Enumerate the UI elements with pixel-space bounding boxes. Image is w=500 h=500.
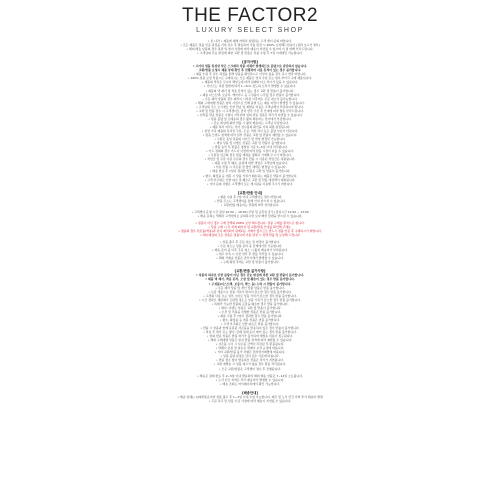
notice-line: • 배송 업체는 CJ대한통운이며 상품 출고 후 1~3일 이내 수령 가능합니다. 제주 및 도서 산간 지역 추가 배송비 발생 [177, 394, 323, 399]
notice-line: • 택배사 분실 및 파손은 택배사 보상 규정에 따릅니다. [215, 346, 285, 351]
notice-line: • 모든 제품은 정품 인증 과정을 거쳐 검수 후 발송되며 가품 판정 시 200% 보상해드립니다 (결과 보고서 첨부) [180, 43, 320, 48]
notice-line: • 교환은 동일 상품의 사이즈 및 색상 변경만 가능합니다. [214, 137, 286, 142]
notice-line: • 구매 확정 후에는 교환 및 반품이 불가합니다. [220, 260, 280, 265]
notice-line: • 제품의 색상은 모니터 해상도에 따라 실제와 다소 차이가 있을 수 있습니다. [201, 80, 299, 85]
notice-section [62, 269, 438, 370]
notice-line: • 주문 제작 상품 및 개인 맞춤 상품은 반품 불가합니다. [215, 285, 285, 290]
notice-line: • 정품이 아닌 경우 구매 금액의 200% 보상 해드립니다. 정품 구매를 원칙으로 합니다. [195, 220, 305, 225]
notice-line: • 고객센터 운영 시간 평일 10:00 ~ 18:00 (주말 및 공휴일 휴무) 점심시간 12:00 ~ 13:00 [191, 209, 309, 214]
notice-line: • 제품의 택 제거 및 착용 흔적이 있는 경우 교환 및 반품이 불가합니다. [205, 88, 295, 93]
notice-line: • 모든 교환/반품은 고객센터 접수 후 진행됩니다. [218, 366, 282, 371]
notice-line: • 수선 및 리폼을 진행한 상품은 반품 불가합니다. [218, 309, 282, 314]
notice-line: • 고가의 명품 특성상 작은 스크래치 상품 자체가 발생하므로 불량으로 판단하지 않습니다. [192, 64, 308, 69]
notice-line: • 재고 부족 시 사전 연락 후 환불 처리될 수 있습니다. [216, 252, 284, 257]
brand-logo [62, 6, 438, 35]
notice-line: • 100% 정품 보장 상품으로 구매하시는 모든 제품은 정식 수입 또는 현지 부티크 구매 제품입니다. [187, 76, 313, 81]
notice-line: • 상품 불량 판정은 당사 검수 기준에 따릅니다. [220, 354, 280, 359]
notice-line: • 해외 구매대행 상품은 현지 사정으로 인해 품절 또는 배송 지연이 발생할 수 있습니다. [195, 100, 305, 105]
notice-line: • 교환 및 반품 접수 시 고객센터로 먼저 연락 주신 후 안내에 따라 발송 부탁드립니다. [196, 108, 304, 113]
notice-line: • 제품 더스트백, 보증서, 케어카드 등 구성품이 누락될 경우 반품이 불가합니다. [199, 92, 301, 97]
notice-line: • 부분 반품 시 사은품 및 할인 혜택은 변경될 수 있습니다. [213, 165, 287, 170]
notice-line: • 기타 교환/반품 불가 사항은 전자상거래법에 따릅니다. [214, 350, 286, 355]
notice-line: • 배송 준비 중 이후 주문 취소 시 왕복 배송비가 부과됩니다. [211, 248, 289, 253]
notice-section [62, 374, 438, 386]
notice-line: • 선착불 반송 상품은 수령이 거부되며 임의 반송 상품은 처리가 지연될 수 있습니다. [197, 112, 303, 117]
notice-line: • 제품 수령 후 7일이 경과한 경우 반품 불가합니다. [217, 313, 283, 318]
notice-line: • 단순 변심에 의한 반품 시 왕복 배송비는 고객님 부담입니다. [211, 120, 289, 125]
notice-line: • 주문 폭주 및 상품 수급 사정에 따라 배송이 지연될 수 있습니다. [208, 398, 292, 403]
notice-section [62, 191, 438, 207]
notice-line: • 주문 취소는 상품 준비 중 단계에서만 가능합니다. [217, 244, 283, 249]
notice-section [62, 391, 438, 403]
notice-line: • 배송은 결제 완료 후 2~5일 이내 발송되며 해외 배송 상품은 7~14일 소요됩니다. [197, 373, 303, 378]
notice-line: • 카드 결제의 경우 카드사 사정에 따라 환불 시점이 다를 수 있습니다. [205, 149, 295, 154]
notice-line: • 제품 수령 후 검수 과정을 통해 상품을 확인하시고 이상이 있을 경우 즉시 연락 바랍니다. [193, 72, 307, 77]
notice-line: • 반품 접수 없이 발송하신 상품은 처리가 지연됩니다. [216, 358, 284, 363]
notice-line: • 포장 개봉으로 상품 가치가 현저히 감소한 경우 반품 불가합니다. [208, 289, 292, 294]
notice-line: • 상품 구매 시 꼭 상세 페이지 및 교환/반품 안내를 확인해 주세요. [208, 224, 292, 229]
notice-line: • 적립금 및 쿠폰 사용 주문의 경우 반품 시 사용된 적립금은 복원됩니다. [204, 157, 296, 162]
notice-line: • 제품 하자 여부는 당사 검수팀의 확인을 거쳐 최종 판정됩니다. [209, 124, 291, 129]
notice-line: • 고객님의 단순 변심에 의한 교환 및 반품은 상품 수령 후 7일 이내에만 가능합니다. [197, 51, 303, 56]
notice-line: • 기타 문의 사항은 고객센터 또는 게시판을 이용해 주시기 바랍니다. [206, 181, 294, 186]
notice-line: • 명품의 경우 위조품(짝퉁)과 같이 제작되어 판매되는 사례가 많으므로 반드시 정품 인증 후 구매하시기 바랍니다. [178, 229, 322, 234]
notice-line: • 제품 수령 후 훼손, 분실에 대한 책임은 고객님께 있습니다. [211, 161, 289, 166]
notice-line: • 해외 직배송 상품은 관부가세가 발생할 수 있습니다. [216, 256, 284, 261]
notice-line: • 반품 승인 후 환불은 영업일 기준 3~5일 이내 처리됩니다. [212, 145, 288, 150]
notice-section [62, 39, 438, 55]
notice-line: • 고객 부주의로 인한 파손은 반품 불가합니다. [220, 322, 280, 326]
notice-line: • 천연 가죽 제품의 특성상 주름, 모공, 색상 차이 등은 불량 사유가 아닙니다. [201, 128, 299, 133]
notice-line: • 복제가 가능한 상품의 포장을 훼손한 경우 반품 불가합니다. [211, 301, 289, 306]
notice-line: • 제품 수령 후 7일 이내 고객센터로 접수 바랍니다. [217, 194, 283, 199]
notice-line: • 상품 불량 및 오배송의 경우 왕복 배송비는 당사에서 부담합니다. [208, 116, 292, 121]
notice-line: • 향수, 화장품 등 개봉 시 상품 가치가 훼손되는 제품은 반품이 불가합니다. [202, 173, 298, 178]
notice-line: • 고객의 사용 또는 일부 소비로 상품 가치가 감소한 경우 반품 불가합니다. [203, 293, 297, 298]
notice-line: • 착용 후 세탁 또는 향수, 담배 냄새 등이 배어 있는 경우 반품 불가합니다. [203, 330, 297, 335]
notice-line: • 해외 배송 상품의 경우 통관 및 현지 사정에 따라 배송이 지연될 수 있으며 이 점 양해 부탁드립니다. [186, 47, 314, 52]
notice-line: • 세일, 이벤트 상품은 교환 및 반품이 불가합니다. [218, 305, 282, 310]
notice-line: • 배송 조회는 마이페이지에서 확인 가능합니다. [219, 381, 281, 386]
notice-line: • 주문 제작 상품의 경우 제작이 시작된 이후에는 주문 취소가 불가능합니다. [202, 96, 298, 101]
notice-section [62, 210, 438, 218]
notice-body [62, 39, 438, 403]
notice-line: • 제품 택 제거, 착용 흔적, 오염 및 훼손이 있는 경우 반품 불가합니다. [205, 277, 295, 282]
notice-line: • 향수, 화장품 등 개봉 상품은 반품 불가합니다. [219, 317, 281, 322]
notice-line: • 임의 반송 상품은 반품 처리가 불가하며 재발송 비용이 청구됩니다. [206, 334, 294, 339]
notice-line: 교환/반품 요청시 제품 상태 확인 후 진행되며 사용 흔적이 있는 경우 불가합니다. [198, 68, 302, 73]
brand-logo-subtitle: LUXURY SELECT SHOP [196, 27, 304, 34]
notice-line: • 해외 구매대행 상품은 현지 반품 정책에 따라 제한될 수 있습니다. [207, 338, 293, 343]
notice-line: • 반품 시 상품과 함께 동봉된 사은품을 반송하지 않은 경우 반품이 불가합니다. [200, 326, 300, 331]
notice-line: • 저희 매장의 모든 상품은 정품이며 가품 판정 시 전액 환불 및 보상해 드립니다. [199, 233, 301, 238]
section-heading: [교환/반품 불가사항] [234, 269, 266, 274]
section-heading: [공지사항] [242, 60, 258, 65]
notice-line: • 교환 재발송 시 상품 재고가 없을 경우 환불 처리됩니다. [213, 362, 287, 367]
notice-section [62, 60, 438, 185]
notice-line: • 도서 산간 지역은 추가 배송비가 발생할 수 있습니다. [215, 377, 285, 382]
notice-line: • 상품 출고 후 주문 취소 및 변경이 불가합니다. [219, 240, 281, 245]
notice-line: • 무통장 입금의 경우 환불 계좌를 정확히 기재해 주시기 바랍니다. [208, 153, 292, 158]
notice-section [62, 221, 438, 237]
notice-section [62, 240, 438, 264]
notice-line: • 사은품 누락 시 사은품 금액이 차감된 후 환불됩니다. [215, 342, 285, 347]
notice-line: • 고객 부주의로 인한 파손 및 훼손은 교환 및 반품 대상에서 제외됩니다. [204, 177, 296, 182]
notice-line: • 시간 경과로 재판매가 곤란할 정도로 상품 가치가 감소한 경우 반품 불가합니다. [198, 297, 302, 302]
notice-line: • 배송 완료 후 7일이 경과한 상품은 교환 및 반품이 불가합니다. [209, 169, 291, 174]
notice-line: • 사이즈는 측정 방법에 따라 1~3cm 정도의 오차가 발생할 수 있습니다. [203, 84, 297, 89]
notice-line: • 구성품(더스트백, 보증서, 박스 등) 누락 시 반품이 불가합니다. [208, 281, 292, 286]
notice-line: • 고객님의 주소 오기재로 인한 반송 및 재발송 비용은 고객님께서 부담하셔야 합니다. [196, 104, 304, 109]
section-heading: [교환/반품 안내] [237, 190, 263, 195]
section-heading: [배송안내] [242, 390, 258, 395]
brand-logo-title: THE FACTOR2 [181, 5, 319, 26]
notice-line: • 상품의 하자로 인한 불량이 아닌 경우 단순 변심에 의한 교환 및 반품이 불가합니다. [195, 273, 305, 278]
notice-line: • 세일 상품 및 이벤트 상품은 교환 및 반품이 불가합니다. [213, 141, 287, 146]
notice-line: • 배송 문의는 택배사 고객센터로 문의하시면 보다 빠른 답변을 받으실 수 있습니다. [197, 213, 303, 218]
notice-line: • 명품 브랜드 정책에 따라 일부 상품은 교환 및 반품이 제한될 수 있습니다. [202, 133, 298, 138]
notice-line: • 본 나라 • 제품에 대해 자세히 설명하는 고객 센터 문의 바랍니다. [207, 39, 293, 43]
notice-line: • 교환/반품 배송비는 상황에 따라 상이합니다. [220, 202, 280, 207]
notice-line: • 반품 주소는 고객센터를 통해 안내 받으실 수 있습니다. [214, 198, 286, 203]
